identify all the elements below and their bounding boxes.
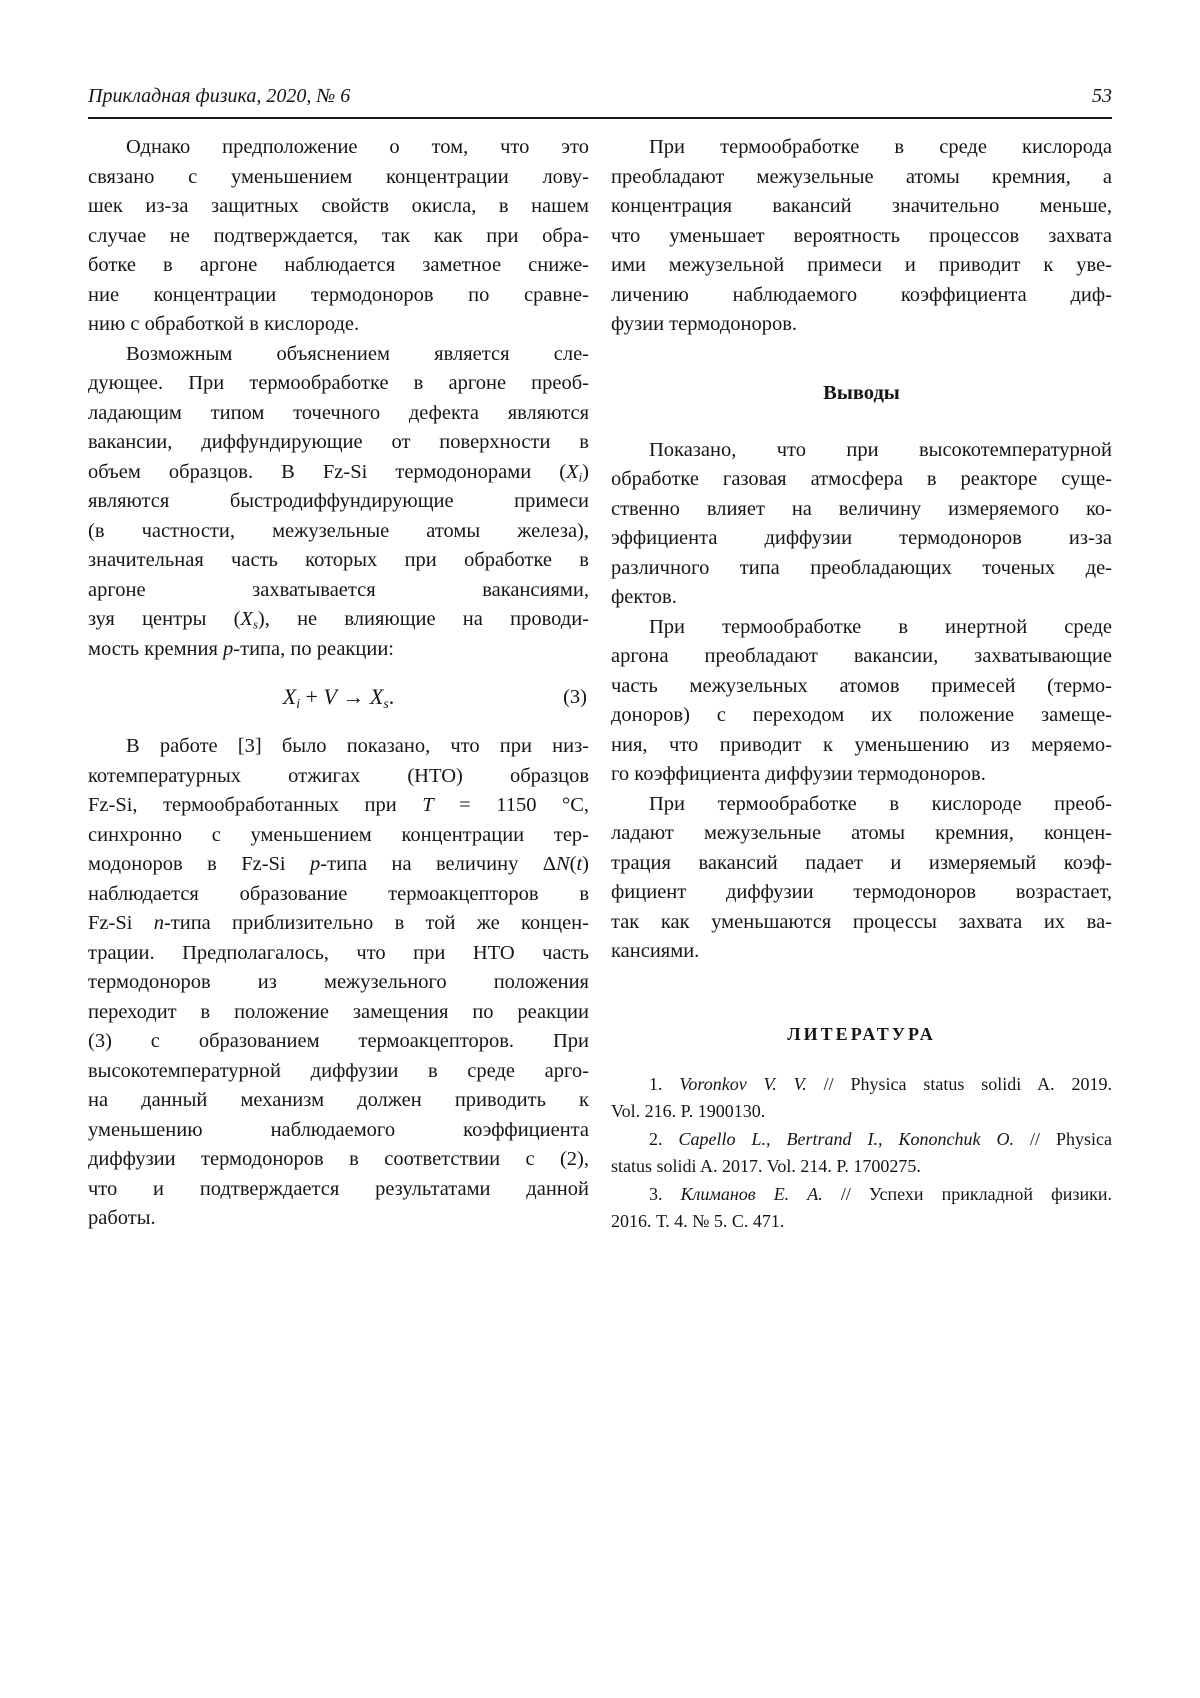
text-line: status solidi A. 2017. Vol. 214. P. 1700275.: [611, 1156, 921, 1176]
text-line: Возможным объяснением является сле-: [126, 342, 589, 365]
text-line: различного типа преобладающих точеных де-: [611, 556, 1112, 579]
text-line: мость кремния p-типа, по реакции:: [88, 637, 394, 660]
text-line: значительная часть которых при обработке в: [88, 549, 589, 571]
text-line: концентрация вакансий значительно меньше,: [611, 195, 1112, 217]
text-line: так как уменьшаются процессы захвата их ва-: [611, 910, 1112, 933]
text-line: Fz-Si n-типа приблизительно в той же концен-: [88, 912, 589, 934]
paragraph: [611, 133, 1112, 340]
text-line: преобладают межузельные атомы кремния, а: [611, 165, 1112, 188]
text-line: часть межузельных атомов примесей (термо-: [611, 674, 1112, 697]
text-line: (в частности, межузельные атомы железа),: [88, 519, 589, 542]
text-line: При термообработке в кислороде преоб-: [649, 792, 1112, 815]
text-line: являются быстродиффундирующие примеси: [88, 490, 589, 512]
paragraph: [611, 790, 1112, 967]
text-line: трации. Предполагалось, что при НТО часть: [88, 941, 589, 964]
text-line: шек из-за защитных свойств окисла, в нашем: [88, 195, 589, 217]
page-number: 53: [1092, 85, 1112, 107]
text-line: Vol. 216. P. 1900130.: [611, 1101, 766, 1121]
paragraph: [88, 133, 589, 340]
section-heading: ЛИТЕРАТУРА: [787, 1023, 936, 1044]
text-line: синхронно с уменьшением концентрации тер-: [88, 823, 589, 846]
text-line: нию с обработкой в кислороде.: [88, 313, 360, 335]
text-line: ния, что приводит к уменьшению из меряемо-: [611, 733, 1112, 756]
text-line: наблюдается образование термоакцепторов в: [88, 882, 589, 905]
text-line: ими межузельной примеси и приводит к уве-: [611, 254, 1112, 276]
equation-body: $X_i + V \to X_s$.: [282, 684, 395, 711]
reference-item: [611, 1126, 1112, 1181]
text-line: вакансии, диффундирующие от поверхности в: [88, 431, 589, 453]
text-line: ладают межузельные атомы кремния, концен-: [611, 822, 1112, 844]
column-left: [88, 133, 589, 1236]
equation: [88, 680, 589, 714]
text-line: 2016. Т. 4. № 5. С. 471.: [611, 1211, 785, 1231]
text-line: эффициента диффузии термодоноров из-за: [611, 527, 1112, 549]
two-column-layout: [88, 133, 1112, 1236]
text-line: диффузии термодоноров в соответствии с (2),: [88, 1148, 589, 1170]
text-line: Fz-Si, термообработанных при T = 1150 °С,: [88, 794, 589, 816]
header-rule: [88, 117, 1112, 119]
text-line: При термообработке в среде кислорода: [649, 136, 1112, 158]
text-line: аргоне захватывается вакансиями,: [88, 578, 589, 601]
text-line: ботке в аргоне наблюдается заметное сниже-: [88, 254, 589, 276]
text-line: личению наблюдаемого коэффициента диф-: [611, 283, 1112, 306]
text-line: на данный механизм должен приводить к: [88, 1089, 589, 1111]
text-line: фициент диффузии термодоноров возрастает,: [611, 881, 1112, 903]
journal-title: Прикладная физика, 2020, № 6: [88, 85, 351, 107]
text-line: 2. Capello L., Bertrand I., Kononchuk O. // Physica: [649, 1128, 1112, 1149]
text-line: переходит в положение замещения по реакции: [88, 1000, 589, 1023]
page-header: [88, 84, 1112, 108]
text-line: аргона преобладают вакансии, захватывающие: [611, 645, 1112, 667]
equation-number: (3): [563, 686, 587, 708]
text-line: работы.: [88, 1207, 156, 1229]
text-line: обработке газовая атмосфера в реакторе суще-: [611, 468, 1112, 490]
text-line: объем образцов. В Fz-Si термодонорами $(X_i)$: [88, 460, 589, 485]
text-line: ние концентрации термодоноров по сравне-: [88, 283, 589, 306]
text-line: дующее. При термообработке в аргоне преоб-: [88, 372, 589, 394]
text-line: (3) с образованием термоакцепторов. При: [88, 1030, 589, 1052]
text-line: высокотемпературной диффузии в среде арго-: [88, 1059, 589, 1082]
text-line: фузии термодоноров.: [611, 313, 798, 335]
reference-item: [611, 1071, 1112, 1126]
paragraph: [88, 732, 589, 1234]
text-line: зуя центры $(X_s)$, не влияющие на проводи-: [88, 608, 589, 632]
text-line: Показано, что при высокотемпературной: [649, 438, 1112, 461]
text-line: связано с уменьшением концентрации лову-: [88, 165, 589, 188]
paragraph: [611, 613, 1112, 790]
text-line: ственно влияет на величину измеряемого ко-: [611, 497, 1112, 520]
text-line: термодоноров из межузельного положения: [88, 971, 589, 993]
text-line: кансиями.: [611, 940, 700, 962]
text-line: уменьшению наблюдаемого коэффициента: [88, 1118, 589, 1141]
text-line: случае не подтверждается, так как при обра-: [88, 224, 589, 247]
column-right: [611, 133, 1112, 1236]
text-line: что и подтверждается результатами данной: [88, 1177, 589, 1200]
text-line: 1. Voronkov V. V. // Physica status solidi A. 2019.: [649, 1073, 1112, 1094]
section-heading: Выводы: [823, 381, 900, 404]
text-line: котемпературных отжигах (НТО) образцов: [88, 764, 589, 787]
text-line: что уменьшает вероятность процессов захвата: [611, 224, 1112, 247]
text-line: В работе [3] было показано, что при низ-: [126, 735, 589, 757]
text-line: Однако предположение о том, что это: [126, 136, 589, 158]
paragraph: [611, 436, 1112, 613]
text-line: трация вакансий падает и измеряемый коэф-: [611, 851, 1112, 874]
text-line: доноров) с переходом их положение замеще-: [611, 704, 1112, 726]
text-line: го коэффициента диффузии термодоноров.: [611, 763, 986, 785]
text-line: При термообработке в инертной среде: [649, 615, 1112, 638]
text-line: 3. Климанов Е. А. // Успехи прикладной физики.: [649, 1183, 1112, 1204]
paragraph: [88, 340, 589, 665]
text-line: ладающим типом точечного дефекта являются: [88, 401, 589, 424]
reference-item: [611, 1181, 1112, 1236]
text-line: фектов.: [611, 586, 677, 608]
text-line: модоноров в Fz-Si p-типа на величину ΔN(t): [88, 853, 589, 875]
